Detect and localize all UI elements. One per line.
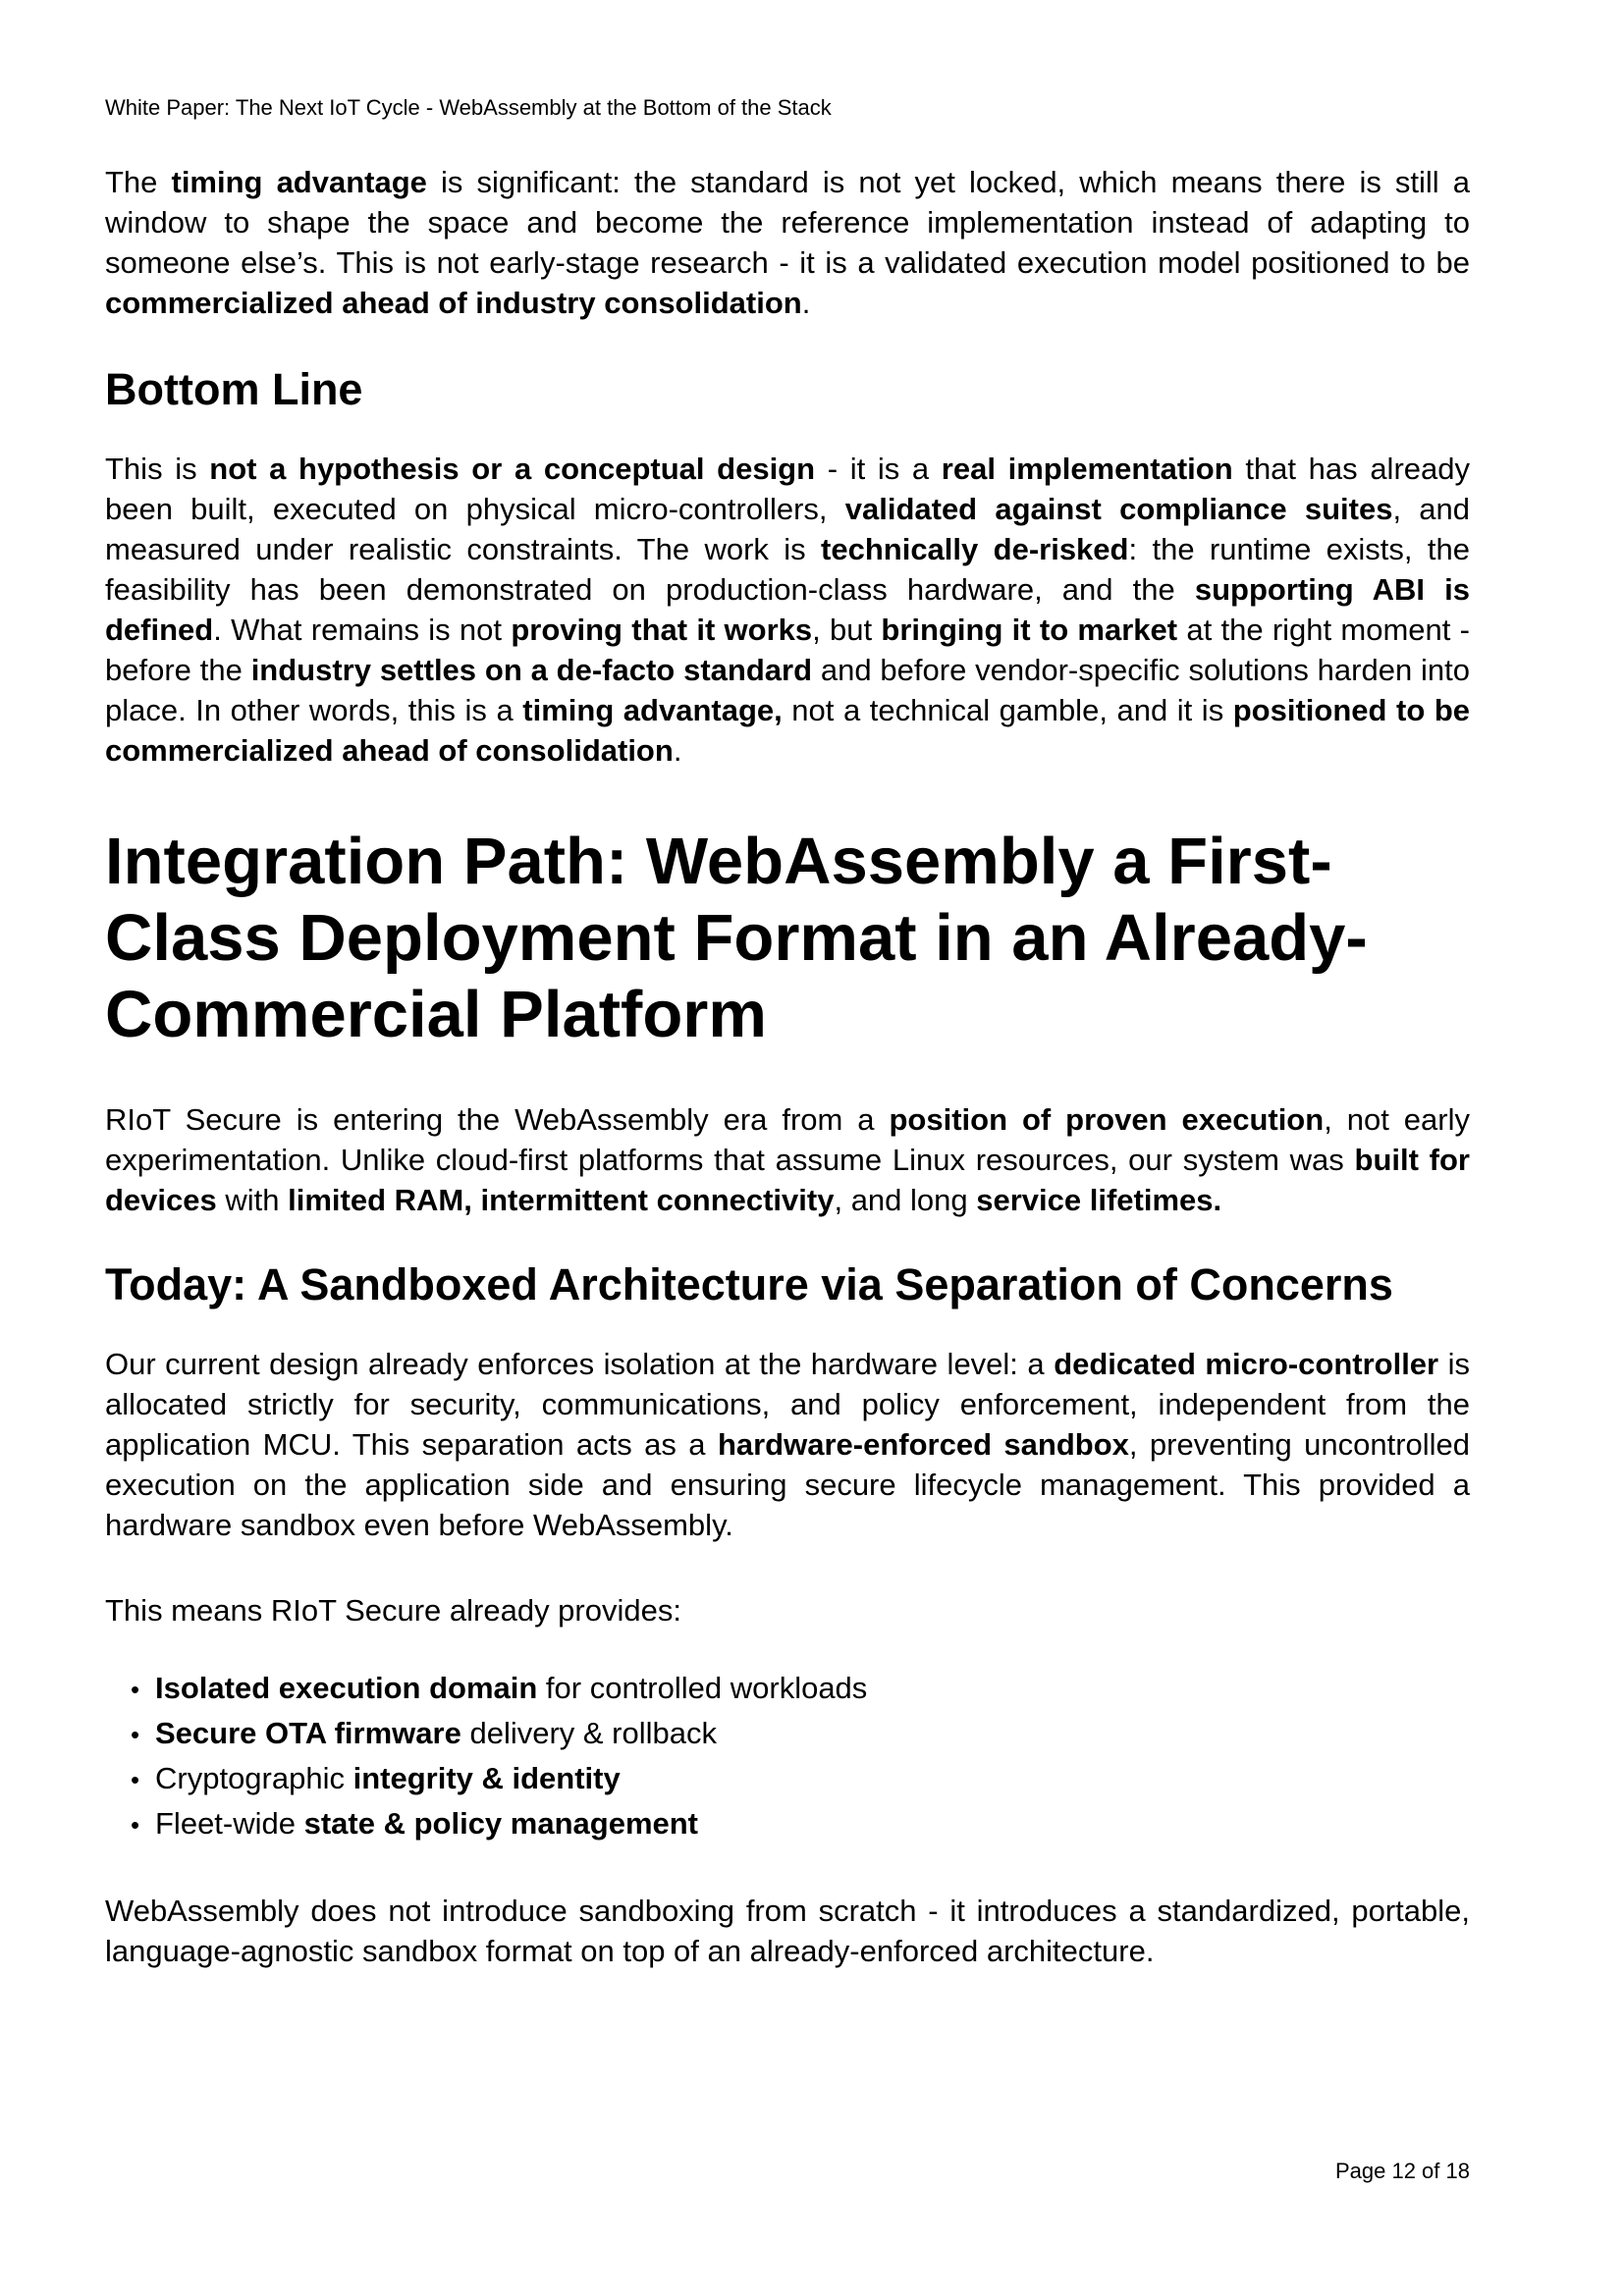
- paragraph-bottom-line: This is not a hypothesis or a conceptual design - it is a real implementation that has already been built, executed on physical micro-controllers, validated against compliance suites, and measured under realistic constraints. The work is technically de-risked: the runtime exists, the feasibility has been demonstrated on production-class hardware, and the supporting ABI is defined. What remains is not proving that it works, but bringing it to market at the right moment - before the industry settles on a de-facto standard and before vendor-specific solutions harden into place. In other words, this is a timing advantage, not a technical gamble, and it is positioned to be commercialized ahead of consolidation.: [105, 452, 1471, 768]
- list-item-isolated-execution: [105, 1668, 1470, 1710]
- paragraph-provides-intro: This means RIoT Secure already provides:: [105, 1593, 681, 1628]
- bullet-icon: •: [131, 1810, 140, 1840]
- heading-integration-path: Integration Path: WebAssembly a First-Class Deployment Format in an Already-Commercial Platform: [105, 825, 1368, 1051]
- paragraph-timing-advantage: The timing advantage is significant: the standard is not yet locked, which means there is still a window to shape the space and become the reference implementation instead of adapting to someone else’s. This is not early-stage research - it is a validated execution model positioned to be commercialized ahead of industry consolidation.: [105, 165, 1470, 320]
- bullet-icon: •: [131, 1720, 140, 1749]
- heading-today-sandboxed: Today: A Sandboxed Architecture via Separation of Concerns: [105, 1259, 1393, 1309]
- list-item-secure-ota: [105, 1713, 1470, 1755]
- list-item-cryptographic: [105, 1758, 1470, 1800]
- list-item-text: Cryptographic integrity & identity: [155, 1761, 621, 1795]
- list-item-fleet-wide: [105, 1803, 1470, 1845]
- paragraph-current-design: Our current design already enforces isolation at the hardware level: a dedicated micro-controller is allocated strictly for security, communications, and policy enforcement, independent from the application MCU. This separation acts as a hardware-enforced sandbox, preventing uncontrolled execution on the application side and ensuring secure lifecycle management. This provided a hardware sandbox even before WebAssembly.: [105, 1347, 1471, 1542]
- heading-bottom-line: Bottom Line: [105, 364, 363, 414]
- paragraph-wasm-sandbox: WebAssembly does not introduce sandboxing from scratch - it introduces a standardized, portable, language-agnostic sandbox format on top of an already-enforced architecture.: [105, 1894, 1470, 1968]
- bullet-icon: •: [131, 1765, 140, 1794]
- bullet-icon: •: [131, 1675, 140, 1704]
- list-item-text: Secure OTA firmware delivery & rollback: [155, 1716, 717, 1750]
- running-header: White Paper: The Next IoT Cycle - WebAssembly at the Bottom of the Stack: [105, 95, 832, 120]
- list-item-text: Isolated execution domain for controlled workloads: [155, 1671, 868, 1705]
- provides-list: [105, 1668, 1470, 1845]
- page-number: Page 12 of 18: [1334, 2159, 1470, 2183]
- paragraph-riot-secure-intro: RIoT Secure is entering the WebAssembly era from a position of proven execution, not early experimentation. Unlike cloud-first platforms that assume Linux resources, our system was built for devices with limited RAM, intermittent connectivity, and long service lifetimes.: [105, 1102, 1470, 1217]
- list-item-text: Fleet-wide state & policy management: [155, 1806, 699, 1841]
